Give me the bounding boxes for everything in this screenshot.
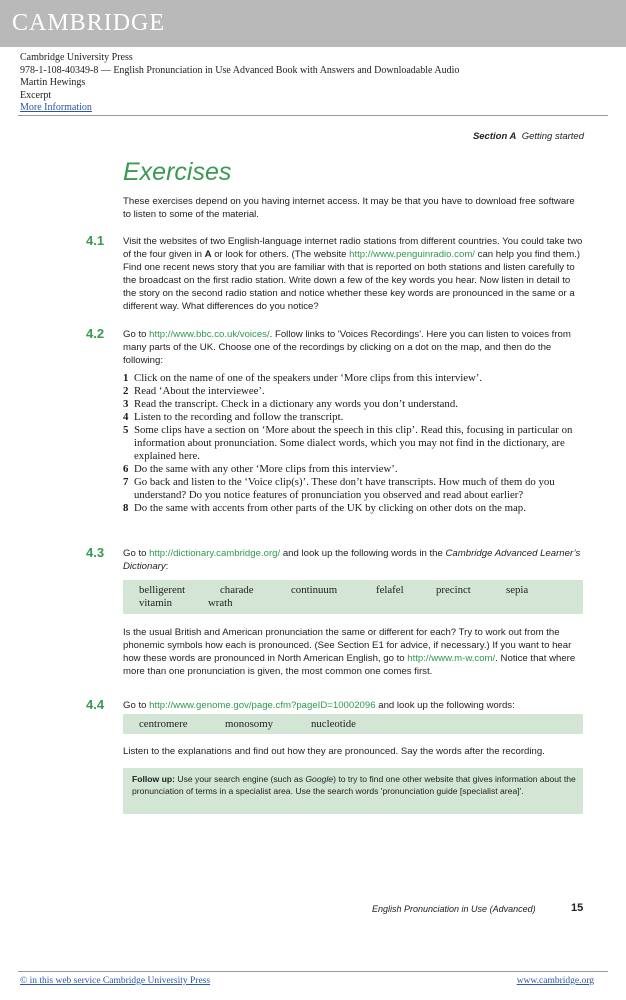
top-banner (0, 0, 626, 47)
genome-link[interactable]: http://www.genome.gov/page.cfm?pageID=10002096 (149, 700, 376, 711)
merriam-webster-link[interactable]: http://www.m-w.com/ (407, 653, 496, 664)
cambridge-logo: CAMBRIDGE (12, 10, 166, 36)
word-item: nucleotide (311, 718, 356, 730)
list-item: 8 Do the same with accents from other parts of the UK by clicking on other dots on the map. (123, 502, 526, 514)
footer-divider (18, 971, 608, 972)
follow-up-box (123, 768, 583, 814)
exercise-4-4-followup-text: Listen to the explanations and find out how they are pronounced. Say the words after the recording. (123, 746, 545, 757)
word-item: continuum (291, 584, 338, 596)
list-item: 2 Read ‘About the interviewee’. (123, 385, 265, 397)
word-item: charade (220, 584, 254, 596)
isbn-line: 978-1-108-40349-8 — English Pronunciation in Use Advanced Book with Answers and Downloadable Audio (20, 64, 460, 76)
word-box-4-4 (123, 714, 583, 734)
list-item: 6 Do the same with any other ‘More clips from this interview’. (123, 463, 398, 475)
header-divider (18, 115, 608, 116)
exercise-4-4-text: Go to http://www.genome.gov/page.cfm?pageID=10002096 and look up the following words: (123, 700, 515, 711)
cambridge-dictionary-link[interactable]: http://dictionary.cambridge.org/ (149, 548, 281, 559)
list-item: 1 Click on the name of one of the speakers under ‘More clips from this interview’. (123, 372, 483, 384)
word-item: wrath (208, 597, 233, 609)
word-item: monosomy (225, 718, 273, 730)
exercise-4-1-text: Visit the websites of two English-language internet radio stations from different countries. You could take two of the four given in A or look for others. (The website http://www.penguinradio.com/ can help you find them.) Find one recent news story that you are familiar with that is reported on both stations and listen carefully to the broadcast on the first radio station. Write down a few of the key words you hear. Now listen in detail to the story on the second radio station and notice whether these key words are pronounced in the same or a different way. What differences do you notice? (123, 236, 583, 312)
page-number: 15 (571, 902, 584, 914)
publisher: Cambridge University Press (20, 52, 133, 63)
list-item: 4 Listen to the recording and follow the transcript. (123, 411, 344, 423)
word-item: precinct (436, 584, 471, 596)
section-title: Getting started (521, 131, 584, 142)
section-heading (473, 131, 584, 142)
section-label: Section A (472, 131, 517, 142)
list-item: 7 Go back and listen to the ‘Voice clip(s)’. These don’t have transcripts. How much of them do you understand? Do you notice features of pronunciation you observed and read about earlier? (123, 476, 555, 501)
exercise-number-4-3: 4.3 (86, 545, 105, 560)
follow-up-text: Follow up: Use your search engine (such as Google) to try to find one other website that gives information about the pronunciation of terms in a specialist area. Use the search words 'pronunciation guide [specialist area]'. (132, 774, 576, 796)
exercise-number-4-4: 4.4 (86, 697, 105, 712)
word-item: centromere (139, 718, 188, 730)
exercise-4-2-steps (123, 372, 585, 515)
word-item: felafel (376, 584, 404, 596)
exercise-number-4-1: 4.1 (86, 233, 105, 248)
exercise-number-4-2: 4.2 (86, 326, 105, 341)
exercise-4-2-text: Go to http://www.bbc.co.uk/voices/. Follow links to 'Voices Recordings'. Here you can listen to voices from many parts of the UK. Choose one of the recordings by clicking on a dot on the map, and then do the following: (123, 329, 571, 366)
word-item: belligerent (139, 584, 186, 596)
book-metadata (20, 52, 459, 115)
exercise-4-3-text: Go to http://dictionary.cambridge.org/ and look up the following words in the Cambridge Advanced Learner’s Dictionary: (123, 548, 581, 572)
exercise-4-3-followup-text: Is the usual British and American pronunciation the same or different for each? Try to work out from the phonemic symbols how each is pronounced. (See Section E1 for advice, if necessary.) If you want to hear how these words are pronounced in North American English, go to http://www.m-w.com/. Notice that where more than one pronunciation is given, the most common one comes first. (123, 627, 576, 677)
bbc-voices-link[interactable]: http://www.bbc.co.uk/voices/ (149, 329, 270, 340)
list-item: 5 Some clips have a section on ‘More about the speech in this clip’. Read this, focusing in particular on information about pronunciation. Some dialect words, which you may not find in the dictionary, are explained here. (123, 424, 573, 462)
more-information-link[interactable]: More Information (20, 102, 92, 113)
page-title: Exercises (123, 158, 232, 186)
word-box-4-3 (123, 580, 583, 614)
word-item: sepia (506, 584, 529, 596)
intro-paragraph: These exercises depend on you having internet access. It may be that you have to download free software to listen to some of the material. (123, 196, 575, 220)
penguinradio-link[interactable]: http://www.penguinradio.com/ (349, 249, 475, 260)
copyright-link[interactable]: © in this web service Cambridge University Press (20, 976, 211, 986)
running-footer-title: English Pronunciation in Use (Advanced) (372, 904, 536, 914)
cambridge-website-link[interactable]: www.cambridge.org (516, 976, 594, 986)
word-item: vitamin (139, 597, 172, 609)
author: Martin Hewings (20, 77, 86, 88)
excerpt-label: Excerpt (20, 89, 52, 101)
list-item: 3 Read the transcript. Check in a dictionary any words you don’t understand. (123, 398, 458, 410)
